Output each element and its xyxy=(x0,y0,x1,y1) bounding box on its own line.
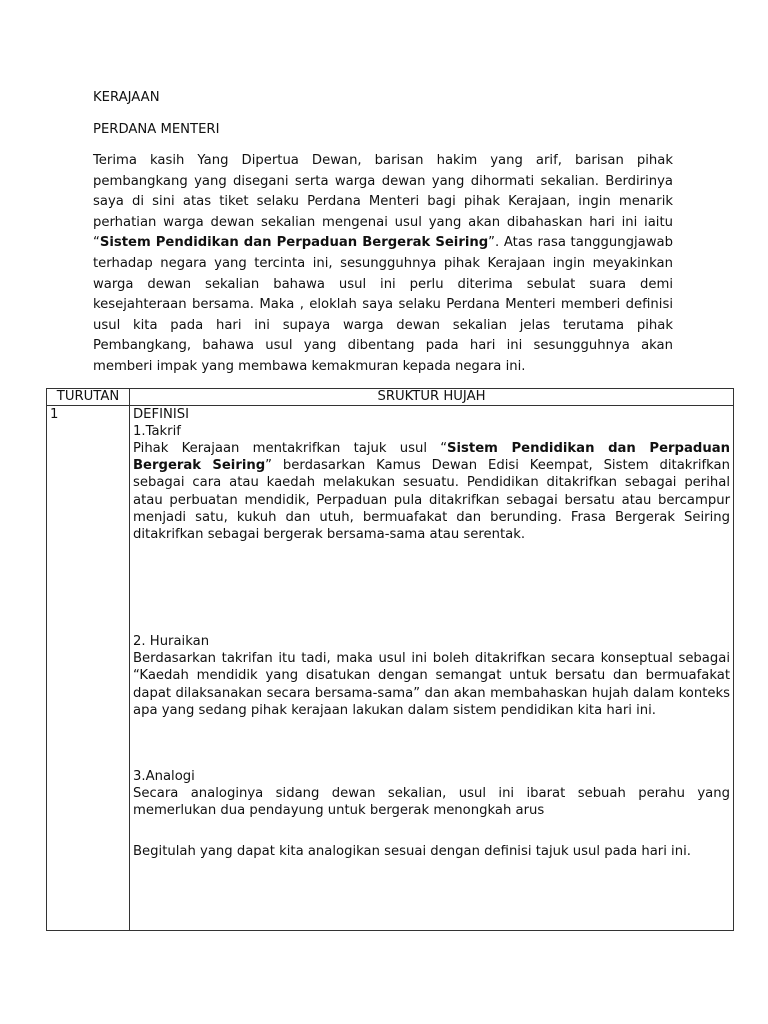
row-content xyxy=(130,406,734,931)
intro-paragraph xyxy=(93,151,673,378)
table-header-row xyxy=(47,389,734,406)
analogi-paragraph: Secara analoginya sidang dewan sekalian, usul ini ibarat sebuah perahu yang memerlukan dua pendayung untuk bergerak menongkah arus xyxy=(133,786,730,819)
subheading-huraikan: 2. Huraikan xyxy=(133,634,210,650)
takrif-text-part2: ” berdasarkan Kamus Dewan Edisi Keempat, Sistem ditakrifkan sebagai cara atau kaedah melakukan sesuatu. Pendidikan ditakrifkan sebagai perihal atau perbuatan mendidik, Perpaduan pula ditakrifkan sebagai bersatu atau bercampur menjadi satu, kukuh dan utuh, bermuafakat dan berunding. Frasa Bergerak Seiring ditakrifkan sebagai bergerak bersama-sama atau serentak. xyxy=(133,458,730,543)
row-number: 1 xyxy=(47,406,130,931)
subheading-takrif: 1.Takrif xyxy=(133,424,181,439)
huraikan-paragraph: Berdasarkan takrifan itu tadi, maka usul ini boleh ditakrifkan secara konseptual sebagai “Kaedah mendidik yang disatukan dengan semangat untuk bersatu dan bermuafakat dapat dilaksanakan secara bersama-sama” dan akan membahaskan hujah dalam konteks apa yang sedang pihak kerajaan lakukan dalam sistem pendidikan kita hari ini. xyxy=(133,651,730,718)
heading-perdana-menteri: PERDANA MENTERI xyxy=(93,122,220,137)
intro-text-part2: ”. Atas rasa tanggungjawab terhadap negara yang tercinta ini, sesungguhnya pihak Kerajaan ingin meyakinkan warga dewan sekalian bahawa usul ini perlu diterima sebulat suara demi kesejahteraan bersama. Maka , eloklah saya selaku Perdana Menteri memberi definisi usul kita pada hari ini supaya warga dewan sekalian jelas terutama pihak Pembangkang, bahawa usul yang dibentang pada hari ini sesungguhnya akan memberi impak yang membawa kemakmuran kepada negara ini. xyxy=(93,235,673,374)
takrif-paragraph xyxy=(133,440,730,543)
table-row xyxy=(47,406,734,931)
col-header-turutan: TURUTAN xyxy=(47,389,130,406)
analogi-closing: Begitulah yang dapat kita analogikan sesuai dengan definisi tajuk usul pada hari ini. xyxy=(133,844,691,860)
heading-kerajaan: KERAJAAN xyxy=(93,90,160,105)
takrif-motion-title: Sistem Pendidikan dan Perpaduan Bergerak Seiring xyxy=(133,441,730,474)
col-header-struktur-hujah: SRUKTUR HUJAH xyxy=(130,389,734,406)
argument-structure-table xyxy=(46,388,734,931)
intro-motion-title: Sistem Pendidikan dan Perpaduan Bergerak Seiring xyxy=(99,235,489,251)
section-title-definisi: DEFINISI xyxy=(133,407,189,422)
subheading-analogi: 3.Analogi xyxy=(133,769,195,785)
takrif-text-part1: Pihak Kerajaan mentakrifkan tajuk usul “ xyxy=(133,441,448,456)
intro-text-part1: Terima kasih Yang Dipertua Dewan, barisan hakim yang arif, barisan pihak pembangkang yang disegani serta warga dewan yang dihormati sekalian. Berdirinya saya di sini atas tiket selaku Perdana Menteri bagi pihak Kerajaan, ingin menarik perhatian warga dewan sekalian mengenai usul yang akan dibahaskan hari ini iaitu “ xyxy=(93,153,673,251)
